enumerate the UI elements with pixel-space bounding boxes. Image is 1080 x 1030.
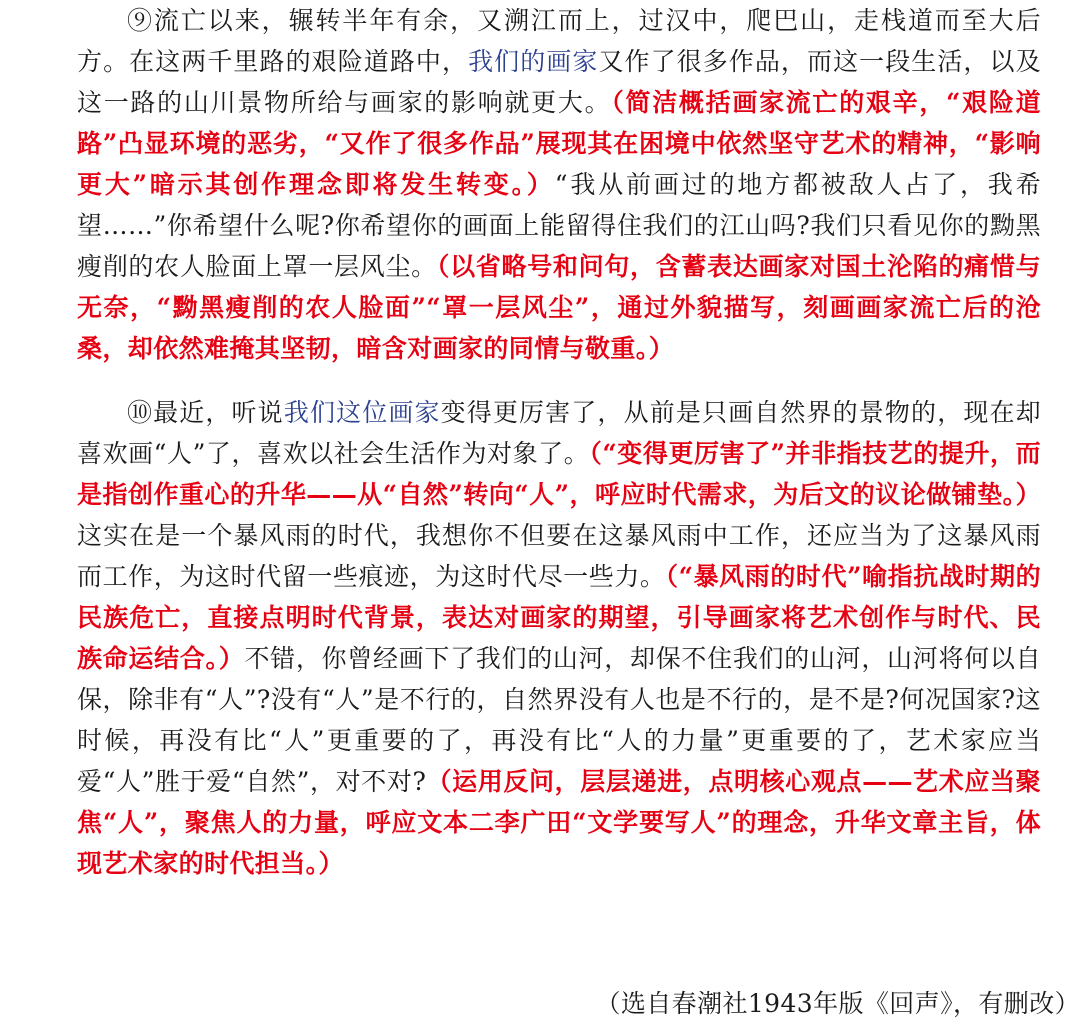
paragraph-10 — [77, 392, 1041, 884]
document-page — [77, 0, 1041, 884]
source-citation: （选自春潮社1943年版《回声》，有删改） — [595, 989, 1080, 1018]
annotation-note: （“变得更厉害了”并非指技艺的提升，而是指创作重心的升华——从“自然”转向“人”，呼应时代需求，为后文的议论做铺垫。） — [77, 439, 1041, 509]
annotation-note: （以省略号和问句，含蓄表达画家对国土沦陷的痛惜与无奈，“黝黑瘦削的农人脸面”“罩一层风尘”，通过外貌描写，刻画画家流亡后的沧桑，却依然难掩其坚韧，暗含对画家的同情与敬重。） — [77, 252, 1041, 363]
annotation-note: （简洁概括画家流亡的艰辛，“艰险道路”凸显环境的恶劣，“又作了很多作品”展现其在困境中依然坚守艺术的精神，“影响更大”暗示其创作理念即将发生转变。） — [77, 88, 1041, 199]
body-text-run: ⑩最近，听说 — [127, 398, 284, 427]
body-text-run: 变得更厉害了，从前是只画自然界的景物的，现在却喜欢画“人”了，喜欢以社会生活作为对象了。 — [77, 398, 1041, 468]
annotation-note: （运用反问，层层递进，点明核心观点——艺术应当聚焦“人”，聚焦人的力量，呼应文本二李广田“文学要写人”的理念，升华文章主旨，体现艺术家的时代担当。） — [77, 767, 1041, 878]
body-text-run: “我从前画过的地方都被敌人占了，我希望……”你希望什么呢?你希望你的画面上能留得住我们的江山吗?我们只看见你的黝黑瘦削的农人脸面上罩一层风尘。 — [77, 170, 1041, 281]
highlighted-phrase: 我们这位画家 — [283, 398, 441, 427]
body-text-run: 不错，你曾经画下了我们的山河，却保不住我们的山河，山河将何以自保，除非有“人”?没有“人”是不行的，自然界没有人也是不行的，是不是?何况国家?这时候，再没有比“人”更重要的了，再没有比“人的力量”更重要的了，艺术家应当爱“人”胜于爱“自然”，对不对? — [77, 644, 1041, 796]
highlighted-phrase: 我们的画家 — [468, 47, 599, 76]
body-text-run: ⑨流亡以来，辗转半年有余，又溯江而上，过汉中，爬巴山，走栈道而至大后方。在这两千里路的艰险道路中， — [77, 6, 1041, 76]
paragraph-9 — [77, 0, 1041, 369]
annotation-note: （“暴风雨的时代”喻指抗战时期的民族危亡，直接点明时代背景，表达对画家的期望，引导画家将艺术创作与时代、民族命运结合。） — [77, 562, 1041, 673]
body-text-run: 又作了很多作品，而这一段生活，以及这一路的山川景物所给与画家的影响就更大。 — [77, 47, 1041, 117]
body-text-run: 这实在是一个暴风雨的时代，我想你不但要在这暴风雨中工作，还应当为了这暴风雨而工作，为这时代留一些痕迹，为这时代尽一些力。 — [77, 521, 1041, 591]
